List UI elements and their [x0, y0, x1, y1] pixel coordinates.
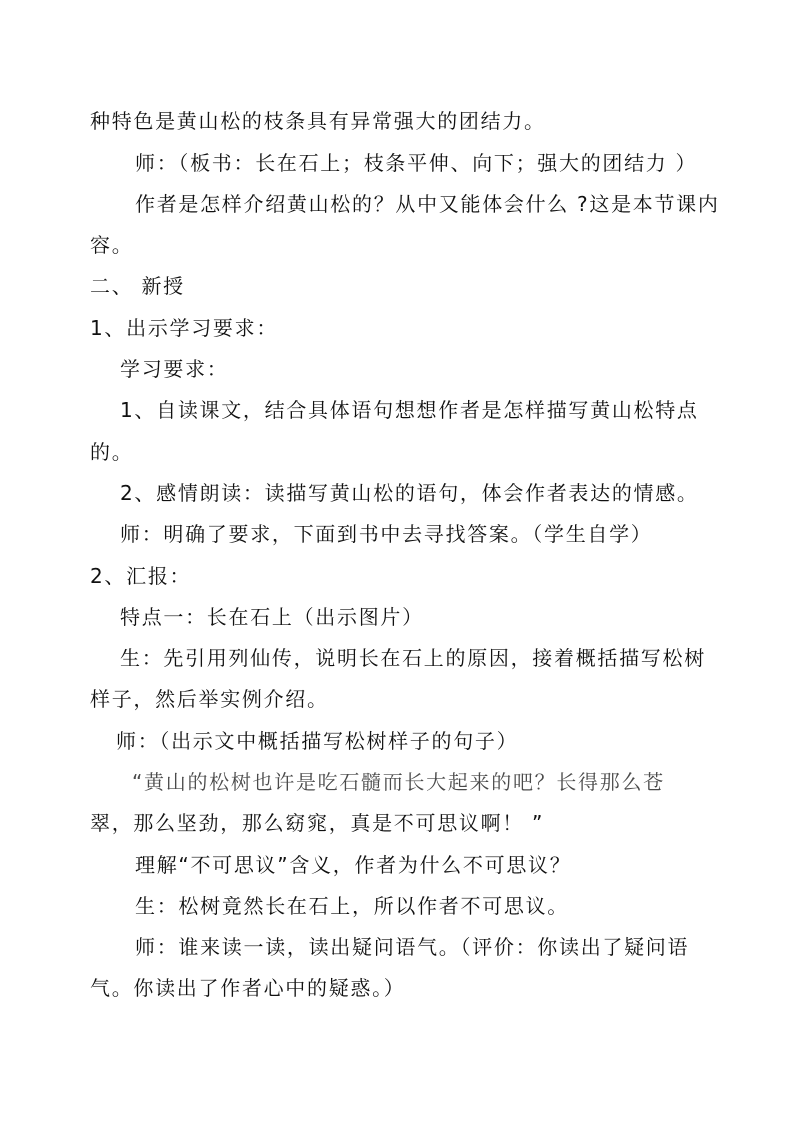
- text-line: 师：明确了要求，下面到书中去寻找答案。（学生自学）: [120, 522, 653, 546]
- text-line: 样子，然后举实例介绍。: [90, 687, 329, 711]
- text-line: 2、汇报：: [90, 564, 192, 588]
- text-line: 师：谁来读一读，读出疑问语气。（评价：你读出了疑问语: [135, 935, 690, 959]
- text-line: 种特色是黄山松的枝条具有异常强大的团结力。: [90, 109, 546, 133]
- text-line: 气。你读出了作者心中的疑惑。）: [90, 976, 406, 1000]
- text-line: 容。: [90, 233, 134, 257]
- text-line: 生：先引用列仙传，说明长在石上的原因，接着概括描写松树: [120, 646, 706, 670]
- quoted-text-line: 翠，那么坚劲，那么窈窕，真是不可思议啊！ ”: [90, 811, 545, 835]
- text-line: 师：（板书：长在石上；枝条平伸、向下；强大的团结力 ）: [135, 151, 698, 175]
- text-line: 1、自读课文，结合具体语句想想作者是怎样描写黄山松特点: [120, 398, 699, 422]
- text-line: 理解“不可思议”含义，作者为什么不可思议？: [135, 853, 572, 877]
- text-line: 师：（出示文中概括描写松树样子的句子）: [116, 729, 519, 753]
- text-line: 作者是怎样介绍黄山松的？从中又能体会什么 ?这是本节课内: [135, 192, 720, 216]
- text-line: 生：松树竟然长在石上，所以作者不可思议。: [135, 894, 569, 918]
- section-heading: 二、 新授: [90, 274, 185, 298]
- quoted-text-line: “黄山的松树也许是吃石髓而长大起来的吧？长得那么苍: [132, 770, 665, 794]
- text-line: 学习要求：: [120, 357, 229, 381]
- text-line: 特点一：长在石上（出示图片）: [120, 605, 424, 629]
- text-line: 2、感情朗读：读描写黄山松的语句，体会作者表达的情感。: [120, 481, 699, 505]
- text-line: 的。: [90, 440, 134, 464]
- text-line: 1、出示学习要求：: [90, 316, 279, 340]
